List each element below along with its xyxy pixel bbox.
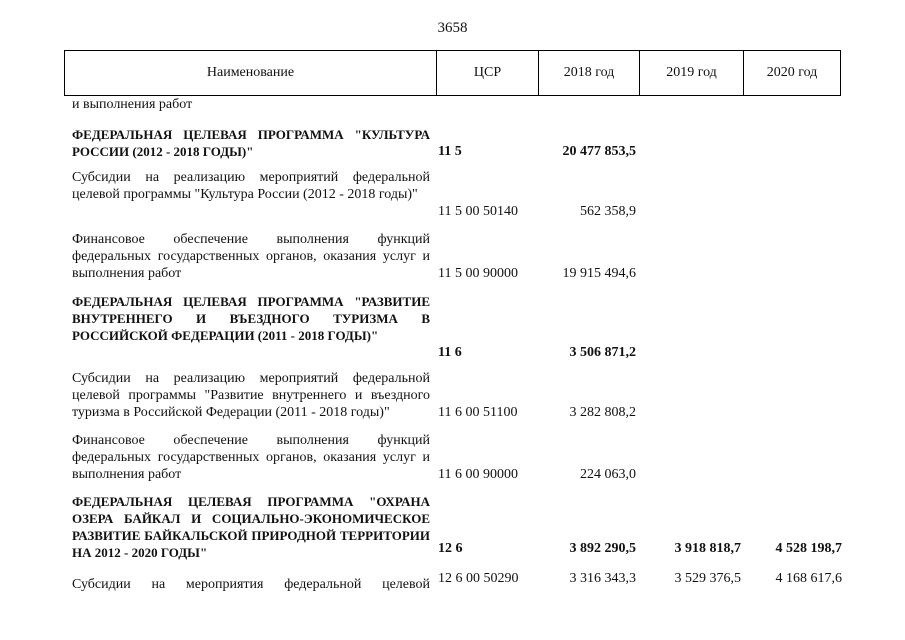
header-csr: ЦСР [436,51,538,95]
row-value-2018: 3 506 871,2 [569,345,636,360]
header-name: Наименование [206,65,295,80]
row-value-2018: 3 892 290,5 [569,541,636,556]
row-value-2019: 3 529 376,5 [674,571,741,586]
row-name: и выполнения работ [72,97,193,112]
header-2020: 2020 год [743,51,840,95]
row-value-2020: 4 168 617,6 [775,571,842,586]
row-value-2018: 562 358,9 [580,204,636,219]
row-name: Субсидии на мероприятия федеральной целевой [72,577,430,592]
row-csr: 11 5 [438,144,462,159]
row-name: Субсидии на реализацию мероприятий федеральной целевой программы "Развитие внутреннего и въездного туризма в Российской Федерации (2011 - 2018 годы)" [72,371,430,420]
table-header [64,50,841,96]
row-csr: 12 6 [438,541,463,556]
row-name: Субсидии на реализацию мероприятий федеральной целевой программы "Культура России (2012 - 2018 годы)" [72,170,430,202]
row-csr: 11 6 00 90000 [438,467,518,482]
row-name: ФЕДЕРАЛЬНАЯ ЦЕЛЕВАЯ ПРОГРАММА "РАЗВИТИЕ ВНУТРЕННЕГО И ВЪЕЗДНОГО ТУРИЗМА В РОССИЙСКОЙ ФЕДЕРАЦИИ (2011 - 2018 ГОДЫ)" [72,294,430,343]
row-name: ФЕДЕРАЛЬНАЯ ЦЕЛЕВАЯ ПРОГРАММА "КУЛЬТУРА РОССИИ (2012 - 2018 ГОДЫ)" [72,127,430,159]
row-name: ФЕДЕРАЛЬНАЯ ЦЕЛЕВАЯ ПРОГРАММА "ОХРАНА ОЗЕРА БАЙКАЛ И СОЦИАЛЬНО-ЭКОНОМИЧЕСКОЕ РАЗВИТИЕ БАЙКАЛЬСКОЙ ПРИРОДНОЙ ТЕРРИТОРИИ НА 2012 - 2020 ГОДЫ" [72,494,430,560]
row-csr: 11 6 [438,345,462,360]
header-2019: 2019 год [639,51,743,95]
row-value-2019: 3 918 818,7 [674,541,741,556]
row-csr: 11 6 00 51100 [438,405,518,420]
row-csr: 11 5 00 50140 [438,204,518,219]
row-value-2018: 3 282 808,2 [569,405,636,420]
row-value-2018: 3 316 343,3 [569,571,636,586]
row-value-2020: 4 528 198,7 [775,541,842,556]
row-value-2018: 20 477 853,5 [562,144,636,159]
row-csr: 12 6 00 50290 [438,571,519,586]
header-2018: 2018 год [538,51,639,95]
row-name: Финансовое обеспечение выполнения функций федеральных государственных органов, оказания услуг и выполнения работ [72,433,430,482]
row-csr: 11 5 00 90000 [438,266,518,281]
row-name: Финансовое обеспечение выполнения функций федеральных государственных органов, оказания услуг и выполнения работ [72,232,430,281]
row-value-2018: 224 063,0 [580,467,636,482]
page-number: 3658 [437,20,468,36]
row-value-2018: 19 915 494,6 [562,266,636,281]
